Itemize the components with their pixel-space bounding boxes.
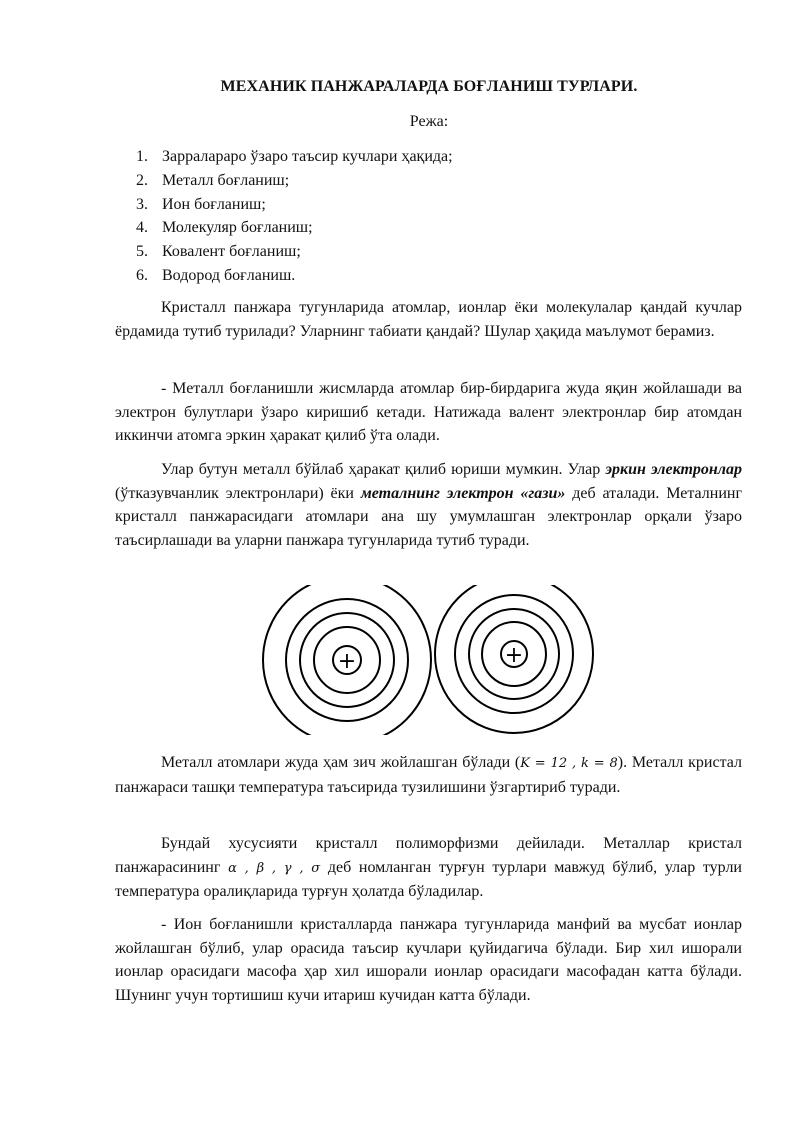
plan-item-text: Водород боғланиш.: [162, 266, 296, 284]
emphasis-free-electrons: эркин электронлар: [605, 461, 743, 478]
text-run: (ўтказувчанлик электронлари) ёки: [115, 484, 361, 502]
plan-item: [136, 145, 453, 169]
plan-item-text: Зарралараро ўзаро таъсир кучлари ҳақида;: [162, 148, 453, 165]
plan-item-text: Ион боғланиш;: [162, 195, 266, 213]
plan-item: [136, 169, 453, 193]
plan-item: [136, 264, 453, 288]
greek-phase-symbols: α , β , γ , σ: [228, 860, 321, 876]
nucleus-plus-sign: +: [337, 649, 357, 674]
paragraph-dense-packing: [115, 751, 742, 799]
plan-item-number: 3.: [136, 195, 148, 213]
plan-item-text: Ковалент боғланиш;: [162, 243, 301, 261]
coordination-formula: K = 12 , k = 8: [520, 756, 618, 771]
plan-item-number: 2.: [136, 171, 148, 189]
plan-item-number: 4.: [136, 219, 148, 237]
plan-item: [136, 193, 453, 217]
paragraph-metal-bond: - Металл боғланишли жисмларда атомлар бир-бирдарига жуда яқин жойлашади ва электрон булутлари ўзаро киришиб кетади. Натижада валент электронлар бир атомдан иккинчи атомга эркин ҳаракат қилиб ўта олади.: [115, 380, 742, 444]
text-run: деб номланган турғун турлари мавжуд бўлиб, улар турли температура оралиқларида турғун ҳолатда бўладилар.: [115, 858, 742, 900]
plan-item-text: Молекуляр боғланиш;: [162, 219, 313, 237]
plan-heading: Режа:: [409, 113, 449, 130]
emphasis-electron-gas: металнинг электрон «гази»: [360, 484, 566, 502]
paragraph-intro: Кристалл панжара тугунларида атомлар, ионлар ёки молекулалар қандай кучлар ёрдамида тутиб турилади? Уларнинг табиати қандай? Шулар ҳақида маълумот берамиз.: [115, 299, 742, 340]
plan-item: [136, 216, 453, 240]
plan-item-number: 6.: [136, 266, 148, 284]
plan-item-number: 5.: [136, 243, 148, 261]
plan-item-number: 1.: [136, 148, 148, 165]
plan-item: [136, 240, 453, 264]
paragraph-ionic-bond: - Ион боғланишли кристалларда панжара тугунларида манфий ва мусбат ионлар жойлашган бўлиб, улар орасида таъсир кучлари қуйидагича бўлади. Бир хил ишорали ионлар орасидаги масофа ҳар хил ишорали ионлар орасидаги масофадан катта бўлади. Шунинг учун тортишиш кучи итариш кучидан катта бўлади.: [115, 916, 742, 1004]
text-run: Металл атомлари жуда ҳам зич жойлашган бўлади (: [161, 754, 521, 771]
plan-item-text: Металл боғланиш;: [162, 171, 290, 189]
nucleus-plus-sign: +: [504, 643, 524, 668]
paragraph-free-electrons: [115, 458, 742, 552]
paragraph-polymorphism: [115, 832, 742, 904]
text-run: ). Металл кристал панжараси ташқи температура таъсирида тузилишини ўзгартириб туради.: [115, 754, 742, 796]
text-run: Бундай хусусияти кристалл полиморфизми дейилади. Металлар кристал панжарасининг: [115, 835, 742, 876]
text-run: Улар бутун металл бўйлаб ҳаракат қилиб юриши мумкин. Улар: [161, 461, 606, 478]
text-run: деб аталади. Металнинг кристалл панжарасидаги атомлари ана шу умумлашган электронлар орқали ўзаро таъсирлашади ва уларни панжара тугунларида тутиб туради.: [115, 484, 743, 549]
atom-electron-shells-diagram: [260, 585, 600, 735]
plan-list: [136, 145, 453, 288]
page-title: МЕХАНИК ПАНЖАРАЛАРДА БОҒЛАНИШ ТУРЛАРИ.: [220, 78, 638, 95]
